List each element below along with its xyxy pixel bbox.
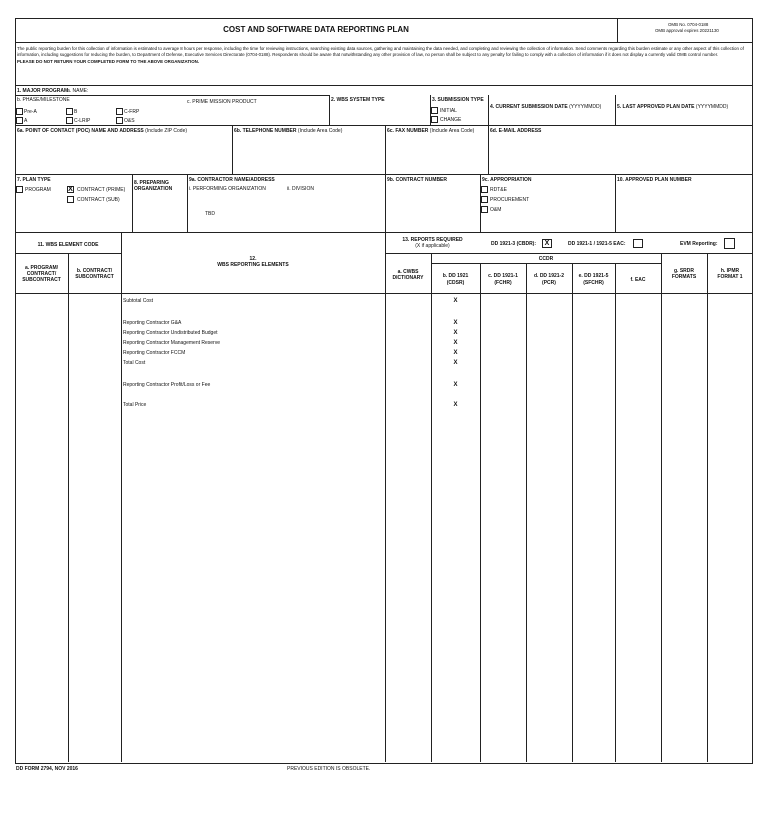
cdsr-mark-ga: X <box>453 320 458 326</box>
wbs-element-undistributed-budget: Reporting Contractor Undistributed Budget <box>123 330 218 336</box>
phase-b-label: B <box>74 109 78 115</box>
current-submission-date-hint: (YYYYMMDD) <box>569 104 602 110</box>
form-title: COST AND SOFTWARE DATA REPORTING PLAN <box>223 25 409 34</box>
phase-c-lrip-label: C-LRIP <box>74 118 91 124</box>
previous-edition-note: PREVIOUS EDITION IS OBSOLETE. <box>287 766 371 772</box>
appropriation-om-label: O&M <box>490 207 502 213</box>
phase-os-checkbox[interactable] <box>116 117 123 124</box>
appropriation-rdte-checkbox[interactable] <box>481 186 488 193</box>
dd1921-5-header-1: e. DD 1921-5 <box>578 273 609 279</box>
row11-divider <box>121 232 122 762</box>
tbd-value: TBD <box>205 211 215 217</box>
wbs-reporting-number: 12. <box>249 256 257 262</box>
srdr-header-1: g. SRDR <box>674 268 694 274</box>
dd1921-5-header-2: (SFCHR) <box>583 280 604 286</box>
ipmr-header-2: FORMAT 1 <box>717 274 743 280</box>
col-a-header-1: a. PROGRAM/ <box>24 265 59 271</box>
telephone-label <box>234 128 342 134</box>
header-bottom-line <box>15 293 753 294</box>
program-name-label: a. NAME: <box>67 88 89 94</box>
current-submission-date-title: 4. CURRENT SUBMISSION DATE <box>490 104 568 110</box>
plan-program-checkbox[interactable] <box>16 186 23 193</box>
evm-reporting-checkbox[interactable] <box>724 238 735 249</box>
ccdr-underline <box>431 263 661 264</box>
cdsr-mark-fccm: X <box>453 350 458 356</box>
phase-os-label: O&S <box>124 118 135 124</box>
performing-org-label: i. PERFORMING ORGANIZATION <box>189 186 266 192</box>
row7-divider-4 <box>480 174 481 232</box>
appropriation-rdte-label: RDT&E <box>490 187 507 193</box>
row6-bottom-line <box>15 174 753 175</box>
cdsr-mark-profit-loss: X <box>453 382 458 388</box>
email-label: 6d. E-MAIL ADDRESS <box>490 128 542 134</box>
wbs-element-profit-loss: Reporting Contractor Profit/Loss or Fee <box>123 382 211 388</box>
wbs-element-fccm: Reporting Contractor FCCM <box>123 350 186 356</box>
row13-divider <box>385 232 386 762</box>
notice-bottom-line <box>15 85 753 86</box>
row1-bottom-line <box>15 125 753 126</box>
appropriation-procurement-label: PROCUREMENT <box>490 197 530 203</box>
submission-change-checkbox[interactable] <box>431 116 438 123</box>
telephone-title: 6b. TELEPHONE NUMBER <box>234 128 297 134</box>
row1-inner-line <box>15 95 329 96</box>
col-b-header-2: SUBCONTRACT <box>75 274 114 280</box>
phase-c-lrip-checkbox[interactable] <box>66 117 73 124</box>
cwbs-header-2: DICTIONARY <box>392 275 424 281</box>
dd1921-divider <box>480 263 481 762</box>
dd1921-1-eac-checkbox[interactable] <box>633 239 643 248</box>
srdr-header-2: FORMATS <box>671 274 697 280</box>
contractor-name-label: 9a. CONTRACTOR NAME/ADDRESS <box>189 177 275 183</box>
dd1921-header-2: (CDSR) <box>446 280 465 286</box>
wbs-element-total-cost: Total Cost <box>123 360 146 366</box>
omb-number: OMB No. 0704-0188 <box>668 22 709 27</box>
cwbs-header-1: a. CWBS <box>397 269 419 275</box>
row6-divider-2 <box>385 125 386 174</box>
phase-milestone-label: b. PHASE/MILESTONE <box>17 97 70 103</box>
dd1921-3-checkbox[interactable]: X <box>542 239 552 248</box>
row1-divider-3 <box>488 95 489 125</box>
ccdr-header: CCDR <box>538 256 554 262</box>
col-a-header-3: SUBCONTRACT <box>22 277 61 283</box>
current-submission-date-label <box>490 104 601 110</box>
poc-label <box>17 128 187 134</box>
appropriation-procurement-checkbox[interactable] <box>481 196 488 203</box>
last-approved-date-label <box>617 104 728 110</box>
row7-divider-5 <box>615 174 616 232</box>
burden-notice-text: The public reporting burden for this collection of information is estimated to average 8 hours per response, including the time for reviewing instructions, searching existing data sources, gathering and maintaining the data needed, and completing and reviewing the collection of information. Send comments regarding this burden estimate or any other aspect of this collection of information, including suggestions for reducing the burden, to Department of Defense, Executive Services Directorate (0704-0188). Respondents should be aware that notwithstanding any other provision of law, no person shall be subject to any penalty for failing to comply with a collection of information if it does not display a currently valid OMB control number. <box>17 46 744 58</box>
cdsr-mark-total-cost: X <box>453 360 458 366</box>
burden-notice <box>17 46 752 65</box>
cdsr-mark-subtotal-cost: X <box>453 298 458 304</box>
dd1921-1-header-1: c. DD 1921-1 <box>488 273 518 279</box>
plan-program-label: PROGRAM <box>25 187 51 193</box>
row7-divider-3 <box>385 174 386 232</box>
col-a-divider <box>68 253 69 762</box>
row6-divider-3 <box>488 125 489 174</box>
wbs-element-management-reserve: Reporting Contractor Management Reserve <box>123 340 220 346</box>
phase-c-frp-label: C-FRP <box>124 109 140 115</box>
last-approved-date-title: 5. LAST APPROVED PLAN DATE <box>617 104 695 110</box>
dd1921-1-divider <box>526 263 527 762</box>
dd1921-2-header-1: d. DD 1921-2 <box>533 273 564 279</box>
row7-bottom-line <box>15 232 753 233</box>
contract-number-label: 9b. CONTRACT NUMBER <box>387 177 447 183</box>
row1-divider-4 <box>615 95 616 125</box>
reports-required-label: 13. REPORTS REQUIRED <box>402 237 463 243</box>
phase-a-checkbox[interactable] <box>16 117 23 124</box>
poc-hint: (Include ZIP Code) <box>145 128 188 134</box>
wbs-element-ga: Reporting Contractor G&A <box>123 320 182 326</box>
dd1921-1-eac-label: DD 1921-1 / 1921-5 EAC: <box>568 241 626 247</box>
approved-plan-number-label: 10. APPROVED PLAN NUMBER <box>617 177 692 183</box>
last-approved-date-hint: (YYYYMMDD) <box>695 104 729 110</box>
cdsr-mark-management-reserve: X <box>453 340 458 346</box>
dd1921-5-divider <box>615 263 616 762</box>
plan-sub-label: CONTRACT (SUB) <box>77 197 120 203</box>
wbs-element-total-price: Total Price <box>123 402 147 408</box>
prime-mission-label: c. PRIME MISSION PRODUCT <box>187 99 257 105</box>
fax-hint: (Include Area Code) <box>429 128 475 134</box>
dd1921-2-header-2: (PCR) <box>542 280 556 286</box>
poc-title: 6a. POINT OF CONTACT (POC) NAME AND ADDRESS <box>17 128 144 134</box>
row6-divider-1 <box>232 125 233 174</box>
submission-type-label: 3. SUBMISSION TYPE <box>432 97 484 103</box>
phase-b-checkbox[interactable] <box>66 108 73 115</box>
appropriation-label: 9c. APPROPRIATION <box>482 177 532 183</box>
dd1921-2-divider <box>572 263 573 762</box>
phase-pre-a-label: Pre-A <box>24 109 37 115</box>
plan-type-label: 7. PLAN TYPE <box>17 177 51 183</box>
phase-c-frp-checkbox[interactable] <box>116 108 123 115</box>
phase-pre-a-checkbox[interactable] <box>16 108 23 115</box>
cdsr-mark-undistributed-budget: X <box>453 330 458 336</box>
omb-expires: OMB approval expires 20221130 <box>655 28 719 33</box>
dd1921-header-1: b. DD 1921 <box>442 273 469 279</box>
evm-reporting-label: EVM Reporting: <box>680 241 718 247</box>
submission-initial-label: INITIAL <box>440 108 457 114</box>
submission-change-label: CHANGE <box>440 117 462 123</box>
ipmr-header-1: h. IPMR <box>720 268 740 274</box>
title-divider <box>617 18 618 42</box>
form-number: DD FORM 2794, NOV 2016 <box>16 766 78 772</box>
return-warning: PLEASE DO NOT RETURN YOUR COMPLETED FORM TO THE ABOVE ORGANIZATION. <box>17 58 200 64</box>
col-b-header-1: b. CONTRACT/ <box>76 268 113 274</box>
preparing-org-label-1: 8. PREPARING <box>134 180 169 186</box>
wbs-system-type-label: 2. WBS SYSTEM TYPE <box>331 97 385 103</box>
title-bottom-line <box>15 42 753 43</box>
dd1921-1-header-2: (FCHR) <box>494 280 512 286</box>
fax-title: 6c. FAX NUMBER <box>387 128 429 134</box>
plan-prime-checkbox[interactable]: X <box>68 186 73 193</box>
wbs-reporting-label: WBS REPORTING ELEMENTS <box>217 262 289 268</box>
major-program-label: 1. MAJOR PROGRAM <box>17 88 69 94</box>
plan-prime-label: CONTRACT (PRIME) <box>77 187 126 193</box>
row1-divider-1 <box>329 95 330 125</box>
telephone-hint: (Include Area Code) <box>297 128 343 134</box>
row7-divider-2 <box>187 174 188 232</box>
cdsr-mark-total-price: X <box>453 402 458 408</box>
row13-bottom-line <box>385 253 753 254</box>
appropriation-om-checkbox[interactable] <box>481 206 488 213</box>
dd1921-3-label: DD 1921-3 (CBDR): <box>491 241 537 247</box>
srdr-divider <box>707 253 708 762</box>
plan-sub-checkbox[interactable] <box>67 196 74 203</box>
division-label: ii. DIVISION <box>287 186 314 192</box>
row7-divider-1 <box>132 174 133 232</box>
fax-label <box>387 128 474 134</box>
col-a-header-2: CONTRACT/ <box>26 271 57 277</box>
reports-required-hint: (X if applicable) <box>415 243 450 249</box>
wbs-element-code-label: 11. WBS ELEMENT CODE <box>37 242 99 248</box>
eac-divider <box>661 253 662 762</box>
eac-header: f. EAC <box>630 277 646 283</box>
preparing-org-label-2: ORGANIZATION <box>134 186 173 192</box>
submission-initial-checkbox[interactable] <box>431 107 438 114</box>
phase-a-label: A <box>24 118 28 124</box>
wbs-element-subtotal-cost: Subtotal Cost <box>123 298 154 304</box>
